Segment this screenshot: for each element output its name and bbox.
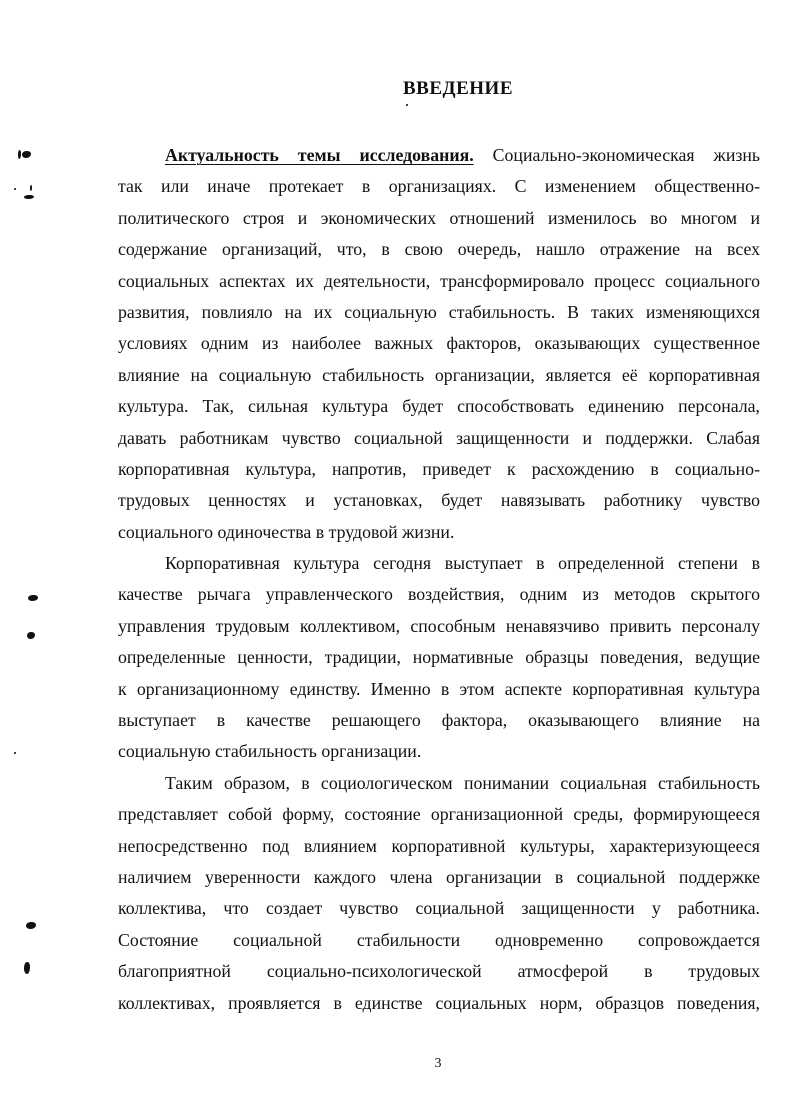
text-line: к организационному единству. Именно в этом аспекте корпоративная культура (118, 678, 760, 699)
scan-speck (24, 962, 30, 974)
scan-speck (14, 752, 16, 754)
text-line: социальных аспектах их деятельности, трансформировало процесс социального (118, 270, 760, 291)
text-line: непосредственно под влиянием корпоративной культуры, характеризующееся (118, 835, 760, 856)
text-line: выступает в качестве решающего фактора, оказывающего влияние на (118, 710, 760, 731)
text-line: представляет собой форму, состояние организационной среды, формирующееся (118, 804, 760, 825)
scan-speck (30, 185, 32, 191)
text-line: благоприятной социально-психологической атмосферой в трудовых (118, 961, 760, 982)
text-line: управления трудовым коллективом, способным ненавязчиво привить персоналу (118, 615, 760, 636)
text-line: Корпоративная культура сегодня выступает в определенной степени в (165, 553, 760, 574)
text-line: Таким образом, в социологическом понимании социальная стабильность (165, 772, 760, 793)
scan-speck (14, 188, 16, 190)
scan-speck (406, 104, 408, 106)
text-line: развития, повлияло на их социальную стабильность. В таких изменяющихся (118, 301, 760, 322)
text-line: корпоративная культура, напротив, приведет к расхождению в социально- (118, 458, 760, 479)
scan-speck (28, 595, 38, 601)
scan-speck (26, 922, 36, 929)
text-line: социального одиночества в трудовой жизни. (118, 521, 455, 542)
text-line: содержание организаций, что, в свою очередь, нашло отражение на всех (118, 239, 760, 260)
scan-speck (22, 151, 31, 158)
text-line: трудовых ценностях и установках, будет навязывать работнику чувство (118, 490, 760, 511)
text-line: политического строя и экономических отношений изменилось во многом и (118, 207, 760, 228)
text-line: Состояние социальной стабильности одновременно сопровождается (118, 929, 760, 950)
page-title: ВВЕДЕНИЕ (403, 78, 513, 99)
text-line: определенные ценности, традиции, нормативные образцы поведения, ведущие (118, 647, 760, 668)
text-line: так или иначе протекает в организациях. С изменением общественно- (118, 176, 760, 197)
page-number: 3 (434, 1056, 442, 1071)
body-text (118, 140, 760, 1019)
text-line: наличием уверенности каждого члена организации в социальной поддержке (118, 866, 760, 887)
scan-speck (18, 150, 21, 159)
scan-speck (27, 632, 35, 639)
text-line: условиях одним из наиболее важных факторов, оказывающих существенное (118, 333, 760, 354)
text-line: культура. Так, сильная культура будет способствовать единению персонала, (118, 396, 760, 417)
text-line: качестве рычага управленческого воздействия, одним из методов скрытого (118, 584, 760, 605)
text-line: коллективах, проявляется в единстве социальных норм, образцов поведения, (118, 992, 760, 1013)
text-line: коллектива, что создает чувство социальной защищенности у работника. (118, 898, 760, 919)
text-line: Актуальность темы исследования. Социально-экономическая жизнь (165, 145, 760, 165)
text-line: социальную стабильность организации. (118, 741, 422, 762)
text-line: влияние на социальную стабильность организации, является её корпоративная (118, 364, 760, 385)
scan-speck (24, 195, 34, 199)
text-line: давать работникам чувство социальной защищенности и поддержки. Слабая (118, 427, 760, 448)
section-heading: Актуальность темы исследования. (165, 145, 474, 165)
